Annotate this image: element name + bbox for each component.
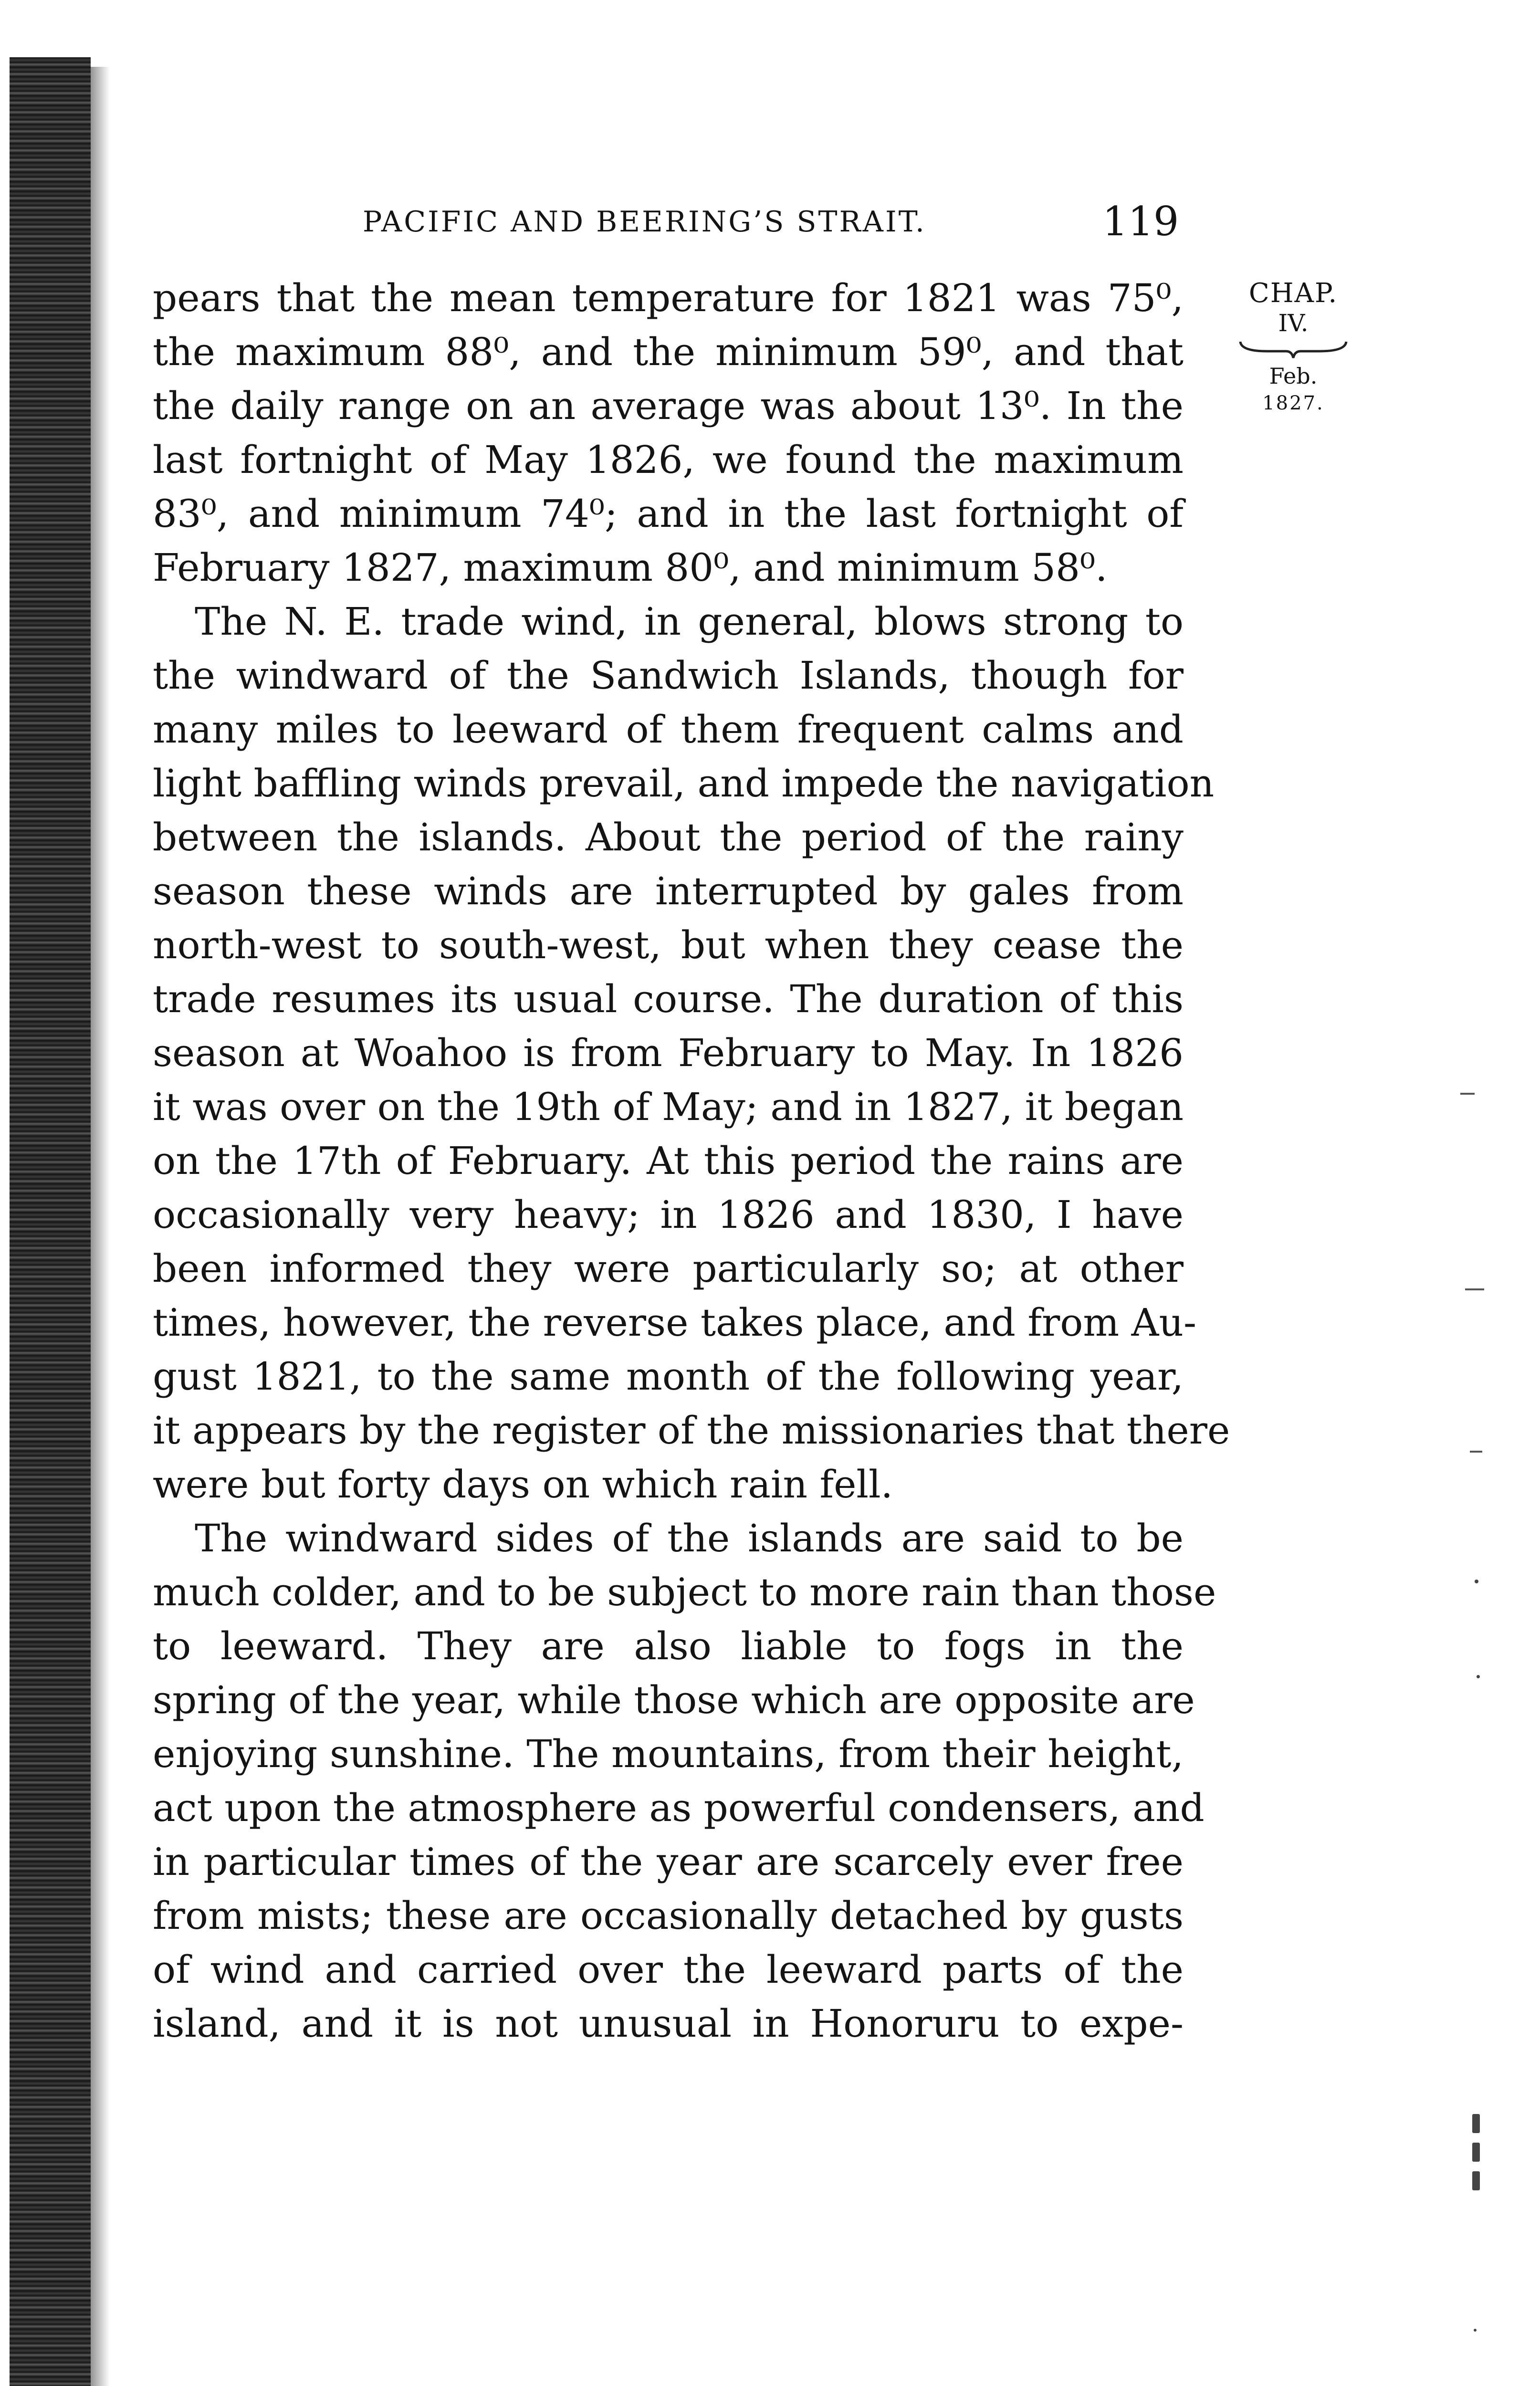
- scan-speck: [1475, 1580, 1478, 1583]
- text-line: in particular times of the year are scarcely ever free: [153, 1840, 1184, 1884]
- text-line: on the 17th of February. At this period the rains are: [153, 1139, 1184, 1183]
- margin-month: Feb.: [1269, 363, 1318, 389]
- text-line: of wind and carried over the leeward parts of the: [153, 1947, 1184, 1992]
- text-line: much colder, and to be subject to more rain than those: [153, 1570, 1216, 1614]
- scan-speck: [1472, 2171, 1480, 2190]
- text-line: February 1827, maximum 80⁰, and minimum 58⁰.: [153, 545, 1108, 590]
- text-line: the daily range on an average was about 13⁰. In the: [153, 384, 1184, 428]
- text-line: pears that the mean temperature for 1821 was 75⁰,: [153, 276, 1184, 320]
- text-line: were but forty days on which rain fell.: [153, 1462, 893, 1507]
- margin-note: [1231, 278, 1355, 415]
- paragraph-2: [153, 595, 1230, 1511]
- text-line: last fortnight of May 1826, we found the maximum: [153, 438, 1184, 482]
- text-line: light baffling winds prevail, and impede the navigation: [153, 761, 1215, 806]
- text-line: occasionally very heavy; in 1826 and 1830, I have: [153, 1193, 1184, 1237]
- text-line: been informed they were particularly so; at other: [153, 1246, 1184, 1291]
- text-line: many miles to leeward of them frequent calms and: [153, 707, 1184, 752]
- text-line: act upon the atmosphere as powerful condensers, and: [153, 1786, 1205, 1830]
- text-line: to leeward. They are also liable to fogs in the: [153, 1624, 1184, 1668]
- scan-mark: [1465, 1288, 1484, 1290]
- scan-mark: [1460, 1093, 1475, 1095]
- running-head: PACIFIC AND BEERING’S STRAIT.: [363, 205, 926, 239]
- brace-icon: [1238, 340, 1348, 359]
- text-line: gust 1821, to the same month of the following year,: [153, 1354, 1184, 1399]
- text-line: island, and it is not unusual in Honoruru to expe-: [153, 2001, 1184, 2046]
- text-line: The N. E. trade wind, in general, blows strong to: [195, 599, 1184, 644]
- page-number: 119: [1102, 198, 1179, 245]
- text-line: from mists; these are occasionally detached by gusts: [153, 1894, 1184, 1938]
- text-line: spring of the year, while those which are opposite are: [153, 1678, 1195, 1722]
- text-line: between the islands. About the period of the rainy: [153, 815, 1184, 859]
- text-line: trade resumes its usual course. The duration of this: [153, 977, 1184, 1021]
- text-line: the windward of the Sandwich Islands, though for: [153, 653, 1184, 698]
- binding-shadow: [91, 67, 110, 2386]
- text-line: it was over on the 19th of May; and in 1827, it began: [153, 1085, 1184, 1129]
- scan-speck: [1474, 2329, 1477, 2332]
- scan-speck: [1477, 1675, 1480, 1678]
- text-line: season at Woahoo is from February to May. In 1826: [153, 1031, 1184, 1075]
- scan-speck: [1472, 2114, 1480, 2133]
- scan-mark: [1470, 1451, 1482, 1453]
- binding-edge: [10, 57, 91, 2386]
- paragraph-1: [153, 271, 1184, 595]
- paragraph-3: [153, 1511, 1216, 2051]
- margin-year: 1827.: [1262, 392, 1324, 414]
- body-text: [153, 271, 1230, 2051]
- text-line: enjoying sunshine. The mountains, from their height,: [153, 1732, 1184, 1776]
- scan-speck: [1472, 2143, 1480, 2162]
- text-line: times, however, the reverse takes place, and from Au-: [153, 1300, 1196, 1345]
- chapter-label: CHAP.: [1248, 278, 1338, 309]
- text-line: it appears by the register of the missionaries that there: [153, 1408, 1230, 1453]
- text-line: The windward sides of the islands are said to be: [195, 1516, 1184, 1560]
- chapter-number: IV.: [1278, 309, 1309, 337]
- text-line: the maximum 88⁰, and the minimum 59⁰, and that: [153, 330, 1184, 374]
- text-line: north-west to south-west, but when they cease the: [153, 923, 1184, 967]
- text-line: 83⁰, and minimum 74⁰; and in the last fortnight of: [153, 492, 1184, 536]
- text-line: season these winds are interrupted by gales from: [153, 869, 1184, 913]
